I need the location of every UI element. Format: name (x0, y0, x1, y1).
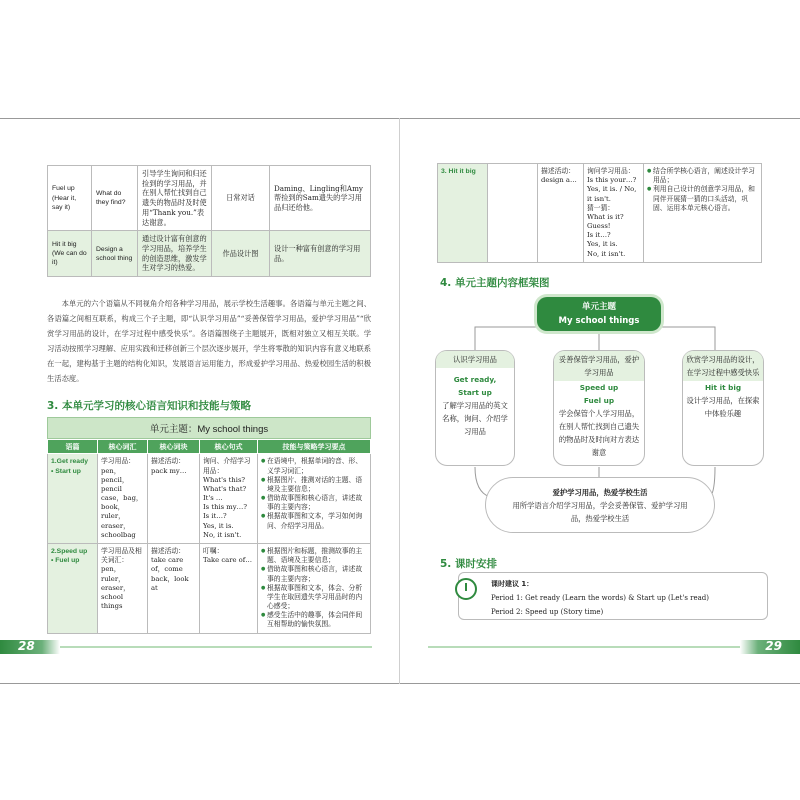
table-title (47, 417, 371, 439)
footer-rule-left (60, 646, 372, 648)
list-item: ● 根据故事图和文本，学习如何询问、介绍学习用品。 (261, 512, 367, 530)
section-4-heading: 4. 单元主题内容框架图 (440, 277, 550, 289)
subtopic-title: 欣赏学习用品的设计，在学习过程中感受快乐 (683, 351, 763, 381)
subtopic-keyword: Fuel up (583, 396, 615, 405)
unit-topic-box (537, 297, 661, 331)
list-item: ● 结合所学核心语言，阐述设计学习用品； (647, 167, 758, 185)
cell-sentence: 询问学习用品： Is this your…? Yes, it is. / No, it isn't. 猜一猜： What is it? Guess! Is it…? Yes, it is. No, it isn't. (584, 164, 644, 263)
table-row (48, 543, 371, 633)
subtopic-desc: 学会保管个人学习用品，在别人帮忙找到自己遗失的物品时及时向对方表达谢意 (558, 409, 640, 457)
list-item: ● 借助故事图和核心语言，讲述故事的主要内容； (261, 494, 367, 512)
framework-diagram (430, 292, 770, 552)
subtopic-keyword: Get ready, (453, 375, 497, 384)
subtopic-desc: 设计学习用品，在探索中体验乐趣 (686, 396, 760, 418)
list-item: ● 感受生活中的趣事，体会同伴间互相帮助的愉快氛围。 (261, 611, 367, 629)
cell-title: What do they find? (92, 166, 138, 231)
cell-sentence: 询问、介绍学习用品： What's this? What's that? It's … Is this my…? Is it…? Yes, it is. No, it isn't. (200, 454, 258, 544)
subtopic-keyword: Start up (458, 388, 492, 397)
list-item: ● 根据故事图和文本，体会、分析学生在取回遗失学习用品时的内心感受； (261, 584, 367, 612)
cell-discourse: Fuel up (Hear it, say it) (48, 166, 92, 231)
table-row (48, 231, 371, 277)
cell-chunk: 描述活动：take care of，come back，look at (148, 543, 200, 633)
list-item: ● 根据图片、推测对话的主题、语境及主要信息； (261, 476, 367, 494)
table-row (48, 454, 371, 544)
table-title-en: My school things (197, 424, 269, 435)
subtopic-box-3 (682, 350, 764, 466)
cell-sentence: 叮嘱： Take care of… (200, 543, 258, 633)
cell-unit: 3. Hit it big (438, 164, 488, 263)
subtopic-box-1 (435, 350, 515, 466)
cell-vocab: 学习用品及相关词汇：pen，ruler，eraser，school things (98, 543, 148, 633)
cell-type: 作品设计图 (212, 231, 270, 277)
header-sentence: 核心句式 (200, 440, 258, 454)
schedule-period: Period 1: Get ready (Learn the words) & Start up (Let's read) (491, 594, 710, 602)
cell-vocab: 学习用品：pen，pencil，pencil case，bag，book，ruler，eraser，schoolbag (98, 454, 148, 544)
cell-unit: 2.Speed up • Fuel up (48, 543, 98, 633)
list-item: ● 借助故事图和核心语言，讲述故事的主要内容； (261, 565, 367, 583)
subtopic-keyword: Speed up (579, 383, 619, 392)
cell-unit: 1.Get ready • Start up (48, 454, 98, 544)
topic-label: 单元主题 (581, 302, 616, 312)
header-chunk: 核心词块 (148, 440, 200, 454)
header-discourse: 语篇 (48, 440, 98, 454)
cell-points (644, 164, 762, 263)
list-item: ● 利用自己设计的创意学习用品，和同伴开展猜一猜的口头活动，巩固、运用本单元核心语言。 (647, 185, 758, 213)
table-header-row (48, 440, 371, 454)
summary-desc: 用所学语言介绍学习用品，学会妥善保管、爱护学习用品，热爱学校生活 (512, 501, 688, 523)
page-number: 28 (18, 639, 35, 653)
list-item: ● 在语境中，根据单词的音、形、义学习词汇； (261, 457, 367, 475)
table-title-cn: 单元主题： (149, 424, 198, 435)
summary-title: 爱护学习用品，热爱学校生活 (552, 488, 648, 497)
summary-box (485, 477, 715, 533)
schedule-title: 课时建议 1： (491, 580, 534, 588)
unit-overview-paragraph: 本单元的六个语篇从不同视角介绍各种学习用品，展示学校生活趣事。各语篇与单元主题之间、各语篇之间相互联系，构成三个子主题，即“认识学习用品”“妥善保管学习用品，爱护学习用品”“欣赏学习用品的设计，在学习过程中感受快乐”。各语篇围绕子主题展开，既相对独立又相互关联。学习活动按照学习理解、应用实践和迁移创新三个层次逐步展开，学生将零散的知识内容有意义地联系在一起，建构基于主题的结构化知识，发展语言运用能力，形成爱护学习用品、热爱校园生活的积极生活态度。 (47, 299, 371, 383)
core-language-table (47, 417, 371, 634)
section-5-heading: 5. 课时安排 (440, 558, 497, 570)
page-number: 29 (765, 639, 782, 653)
cell-content: Daming、Lingling和Amy帮捡到的Sam遗失的学习用品归还给他。 (270, 166, 371, 231)
list-item: ● 根据图片和标题，推测故事的主题、语境及主要信息； (261, 547, 367, 565)
subtopic-keyword: Hit it big (704, 383, 742, 392)
topic-title: My school things (558, 316, 640, 326)
subtopic-desc: 了解学习用品的英文名称，询问、介绍学习用品 (442, 401, 508, 436)
page-number-tab-left (0, 640, 60, 654)
subtopic-title: 妥善保管学习用品，爱护学习用品 (554, 351, 644, 381)
schedule-box (458, 572, 768, 620)
cell-goal: 通过设计富有创意的学习用品，培养学生的创造思维，激发学生对学习的热爱。 (138, 231, 212, 277)
subtopic-title: 认识学习用品 (436, 351, 514, 368)
cell-goal: 引导学生询问和归还捡到的学习用品，并在别人帮忙找到自己遗失的物品时及时使用“Thank you.”表达谢意。 (138, 166, 212, 231)
header-vocab: 核心词汇 (98, 440, 148, 454)
table-row (48, 166, 371, 231)
cell-points (258, 454, 371, 544)
cell-points (258, 543, 371, 633)
continuation-table-left (47, 165, 371, 277)
cell-type: 日常对话 (212, 166, 270, 231)
table-row (438, 164, 762, 263)
cell-content: 设计一种富有创意的学习用品。 (270, 231, 371, 277)
cell-vocab (488, 164, 538, 263)
spine-divider (399, 118, 400, 684)
schedule-period: Period 2: Speed up (Story time) (491, 608, 604, 616)
cell-chunk: 描述活动：pack my… (148, 454, 200, 544)
page-number-tab-right (740, 640, 800, 654)
continuation-table-right (437, 163, 762, 263)
header-skills: 技能与策略学习要点 (258, 440, 371, 454)
stopwatch-icon (455, 578, 477, 600)
footer-rule-right (428, 646, 740, 648)
section-3-heading: 3. 本单元学习的核心语言知识和技能与策略 (47, 400, 251, 412)
subtopic-box-2 (553, 350, 645, 466)
cell-title: Design a school thing (92, 231, 138, 277)
cell-discourse: Hit it big (We can do it) (48, 231, 92, 277)
cell-chunk: 描述活动：design a… (538, 164, 584, 263)
